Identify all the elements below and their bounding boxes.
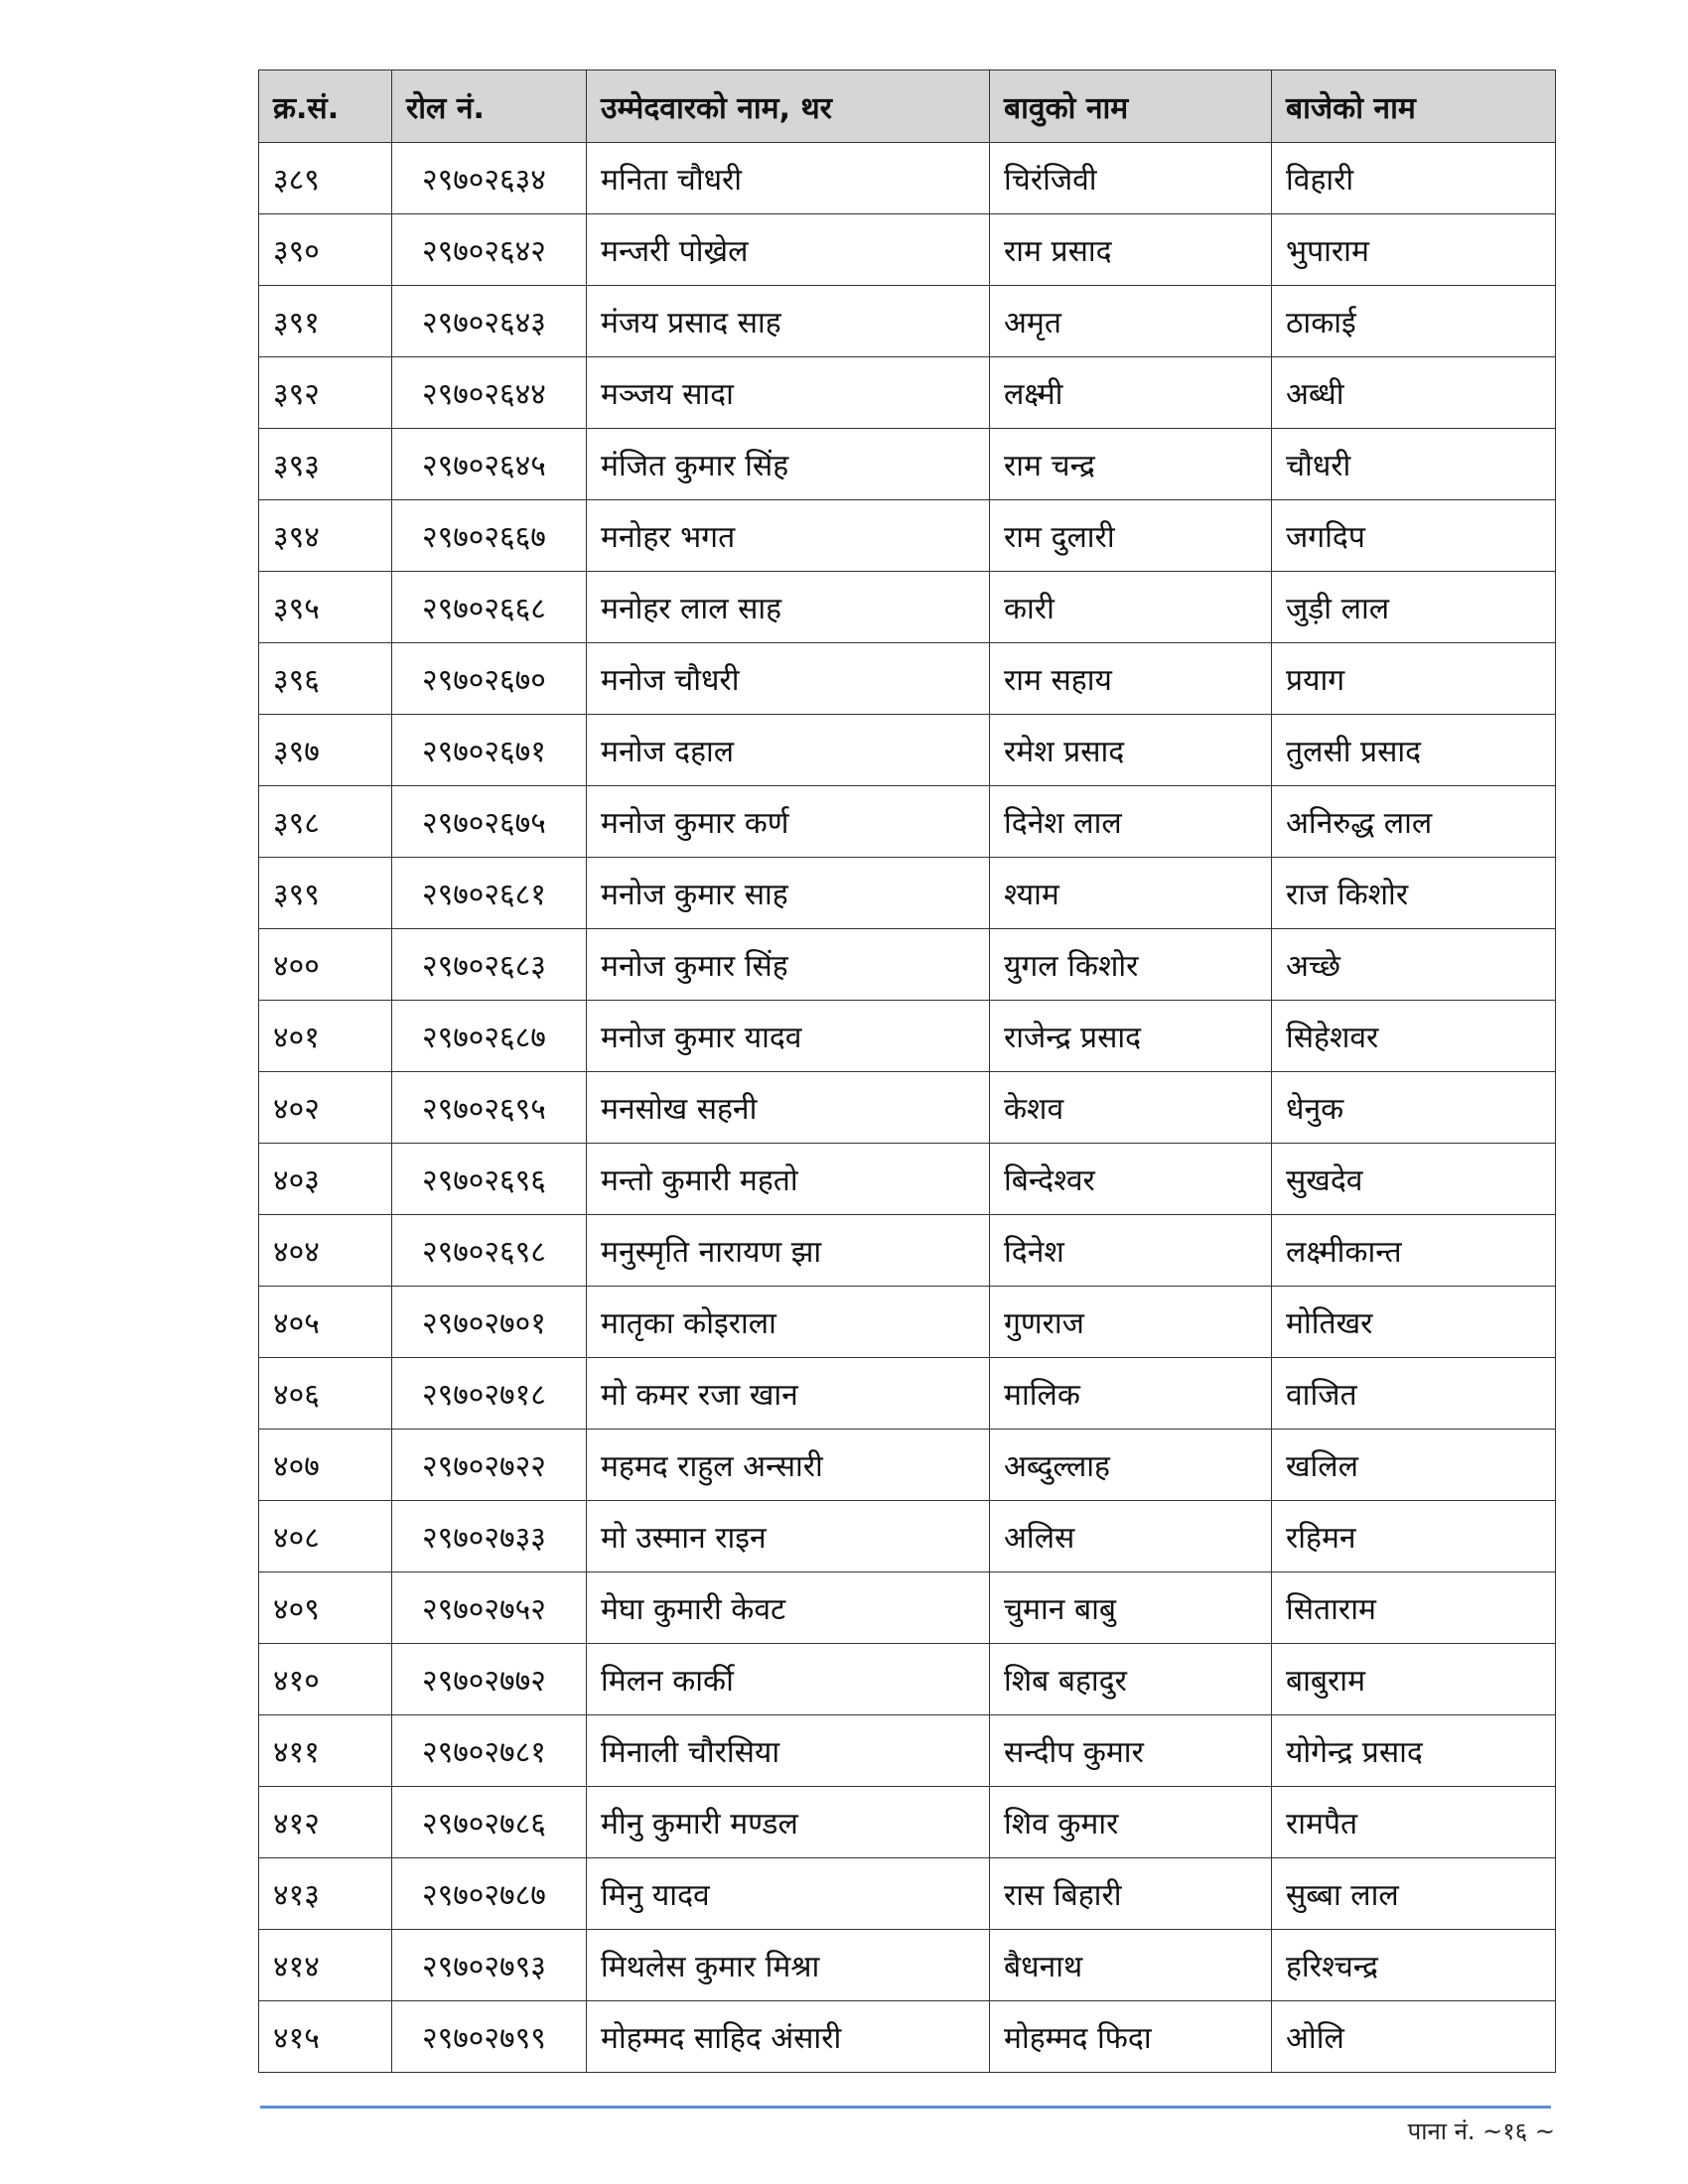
grandfather-name-cell: वाजित bbox=[1272, 1358, 1556, 1430]
table-row bbox=[259, 1858, 1556, 1930]
father-name-cell: शिव कुमार bbox=[990, 1787, 1272, 1858]
candidate-name-cell: मनोज चौधरी bbox=[587, 643, 990, 715]
candidate-name-cell: मीनु कुमारी मण्डल bbox=[587, 1787, 990, 1858]
candidate-name-cell: मनोज कुमार कर्ण bbox=[587, 786, 990, 858]
roll-number-cell: २९७०२७९९ bbox=[392, 2001, 587, 2073]
candidate-name-cell: मिनाली चौरसिया bbox=[587, 1715, 990, 1787]
grandfather-name-cell: मोतिखर bbox=[1272, 1287, 1556, 1358]
serial-number-cell: ४०२ bbox=[259, 1072, 392, 1144]
page-number: पाना नं. ~१६ ~ bbox=[1407, 2117, 1555, 2145]
father-name-cell: सन्दीप कुमार bbox=[990, 1715, 1272, 1787]
grandfather-name-cell: तुलसी प्रसाद bbox=[1272, 715, 1556, 786]
father-name-cell: श्याम bbox=[990, 858, 1272, 929]
serial-number-cell: ४१२ bbox=[259, 1787, 392, 1858]
roll-number-cell: २९७०२६९६ bbox=[392, 1144, 587, 1215]
table-row bbox=[259, 929, 1556, 1001]
serial-number-cell: ४०८ bbox=[259, 1501, 392, 1572]
table-row bbox=[259, 214, 1556, 286]
table-row bbox=[259, 2001, 1556, 2073]
table-row bbox=[259, 572, 1556, 643]
roll-number-cell: २९७०२६४२ bbox=[392, 214, 587, 286]
roll-number-cell: २९७०२७८६ bbox=[392, 1787, 587, 1858]
father-name-cell: रमेश प्रसाद bbox=[990, 715, 1272, 786]
father-name-cell: दिनेश bbox=[990, 1215, 1272, 1287]
table-row bbox=[259, 1215, 1556, 1287]
roll-number-cell: २९७०२६८७ bbox=[392, 1001, 587, 1072]
table-row bbox=[259, 1715, 1556, 1787]
father-name-cell: राम चन्द्र bbox=[990, 429, 1272, 500]
serial-number-cell: ३९६ bbox=[259, 643, 392, 715]
roll-number-cell: २९७०२६७१ bbox=[392, 715, 587, 786]
candidate-name-cell: महमद राहुल अन्सारी bbox=[587, 1430, 990, 1501]
father-name-cell: शिब बहादुर bbox=[990, 1644, 1272, 1715]
header-father-name: बावुको नाम bbox=[990, 70, 1272, 143]
grandfather-name-cell: अनिरुद्ध लाल bbox=[1272, 786, 1556, 858]
candidate-name-cell: मातृका कोइराला bbox=[587, 1287, 990, 1358]
roll-number-cell: २९७०२७०१ bbox=[392, 1287, 587, 1358]
grandfather-name-cell: प्रयाग bbox=[1272, 643, 1556, 715]
serial-number-cell: ४०७ bbox=[259, 1430, 392, 1501]
father-name-cell: राम दुलारी bbox=[990, 500, 1272, 572]
serial-number-cell: ३९७ bbox=[259, 715, 392, 786]
grandfather-name-cell: अच्छे bbox=[1272, 929, 1556, 1001]
grandfather-name-cell: भुपाराम bbox=[1272, 214, 1556, 286]
roll-number-cell: २९७०२६९५ bbox=[392, 1072, 587, 1144]
grandfather-name-cell: सुखदेव bbox=[1272, 1144, 1556, 1215]
father-name-cell: बिन्देश्वर bbox=[990, 1144, 1272, 1215]
serial-number-cell: ३९० bbox=[259, 214, 392, 286]
grandfather-name-cell: खलिल bbox=[1272, 1430, 1556, 1501]
father-name-cell: गुणराज bbox=[990, 1287, 1272, 1358]
table-row bbox=[259, 143, 1556, 214]
grandfather-name-cell: चौधरी bbox=[1272, 429, 1556, 500]
table-body bbox=[259, 143, 1556, 2073]
roll-number-cell: २९७०२६८३ bbox=[392, 929, 587, 1001]
grandfather-name-cell: लक्ष्मीकान्त bbox=[1272, 1215, 1556, 1287]
roll-number-cell: २९७०२७१८ bbox=[392, 1358, 587, 1430]
table-row bbox=[259, 1430, 1556, 1501]
table-row bbox=[259, 786, 1556, 858]
candidate-name-cell: मनसोख सहनी bbox=[587, 1072, 990, 1144]
results-table bbox=[258, 69, 1556, 2073]
grandfather-name-cell: सिहेशवर bbox=[1272, 1001, 1556, 1072]
candidate-name-cell: मिनु यादव bbox=[587, 1858, 990, 1930]
grandfather-name-cell: रामपैत bbox=[1272, 1787, 1556, 1858]
candidate-name-cell: मंजय प्रसाद साह bbox=[587, 286, 990, 357]
candidate-name-cell: मोहम्मद साहिद अंसारी bbox=[587, 2001, 990, 2073]
father-name-cell: राम सहाय bbox=[990, 643, 1272, 715]
table-row bbox=[259, 1287, 1556, 1358]
serial-number-cell: ४११ bbox=[259, 1715, 392, 1787]
candidate-name-cell: मंजित कुमार सिंह bbox=[587, 429, 990, 500]
serial-number-cell: ४०० bbox=[259, 929, 392, 1001]
roll-number-cell: २९७०२७५२ bbox=[392, 1572, 587, 1644]
footer-divider bbox=[260, 2106, 1551, 2109]
father-name-cell: मोहम्मद फिदा bbox=[990, 2001, 1272, 2073]
roll-number-cell: २९७०२६७० bbox=[392, 643, 587, 715]
grandfather-name-cell: बाबुराम bbox=[1272, 1644, 1556, 1715]
table-row bbox=[259, 1572, 1556, 1644]
serial-number-cell: ४०६ bbox=[259, 1358, 392, 1430]
grandfather-name-cell: अब्धी bbox=[1272, 357, 1556, 429]
roll-number-cell: २९७०२७७२ bbox=[392, 1644, 587, 1715]
candidate-name-cell: मनिता चौधरी bbox=[587, 143, 990, 214]
grandfather-name-cell: ओलि bbox=[1272, 2001, 1556, 2073]
grandfather-name-cell: विहारी bbox=[1272, 143, 1556, 214]
table-row bbox=[259, 1501, 1556, 1572]
candidate-name-cell: मनोज कुमार साह bbox=[587, 858, 990, 929]
table-row bbox=[259, 1358, 1556, 1430]
serial-number-cell: ४१० bbox=[259, 1644, 392, 1715]
father-name-cell: अमृत bbox=[990, 286, 1272, 357]
serial-number-cell: ३९३ bbox=[259, 429, 392, 500]
candidate-name-cell: मिलन कार्की bbox=[587, 1644, 990, 1715]
serial-number-cell: ३९४ bbox=[259, 500, 392, 572]
grandfather-name-cell: रहिमन bbox=[1272, 1501, 1556, 1572]
header-grandfather-name: बाजेको नाम bbox=[1272, 70, 1556, 143]
serial-number-cell: ४०४ bbox=[259, 1215, 392, 1287]
serial-number-cell: ३९१ bbox=[259, 286, 392, 357]
grandfather-name-cell: सुब्बा लाल bbox=[1272, 1858, 1556, 1930]
header-candidate-name: उम्मेदवारको नाम, थर bbox=[587, 70, 990, 143]
serial-number-cell: ३८९ bbox=[259, 143, 392, 214]
candidate-name-cell: मनुस्मृति नारायण झा bbox=[587, 1215, 990, 1287]
grandfather-name-cell: सिताराम bbox=[1272, 1572, 1556, 1644]
father-name-cell: केशव bbox=[990, 1072, 1272, 1144]
father-name-cell: चुमान बाबु bbox=[990, 1572, 1272, 1644]
father-name-cell: रास बिहारी bbox=[990, 1858, 1272, 1930]
roll-number-cell: २९७०२७२२ bbox=[392, 1430, 587, 1501]
candidate-name-cell: मनोहर लाल साह bbox=[587, 572, 990, 643]
father-name-cell: कारी bbox=[990, 572, 1272, 643]
grandfather-name-cell: ठाकाई bbox=[1272, 286, 1556, 357]
roll-number-cell: २९७०२७८१ bbox=[392, 1715, 587, 1787]
roll-number-cell: २९७०२६६८ bbox=[392, 572, 587, 643]
serial-number-cell: ३९९ bbox=[259, 858, 392, 929]
roll-number-cell: २९७०२६४४ bbox=[392, 357, 587, 429]
candidate-name-cell: मेघा कुमारी केवट bbox=[587, 1572, 990, 1644]
candidate-name-cell: मन्तो कुमारी महतो bbox=[587, 1144, 990, 1215]
candidate-name-cell: मनोज कुमार यादव bbox=[587, 1001, 990, 1072]
serial-number-cell: ३९२ bbox=[259, 357, 392, 429]
father-name-cell: अलिस bbox=[990, 1501, 1272, 1572]
candidate-name-cell: मो कमर रजा खान bbox=[587, 1358, 990, 1430]
serial-number-cell: ४१३ bbox=[259, 1858, 392, 1930]
table-row bbox=[259, 357, 1556, 429]
grandfather-name-cell: धेनुक bbox=[1272, 1072, 1556, 1144]
candidate-name-cell: मो उस्मान राइन bbox=[587, 1501, 990, 1572]
serial-number-cell: ४१५ bbox=[259, 2001, 392, 2073]
roll-number-cell: २९७०२६३४ bbox=[392, 143, 587, 214]
header-serial-number: क्र.सं. bbox=[259, 70, 392, 143]
grandfather-name-cell: राज किशोर bbox=[1272, 858, 1556, 929]
father-name-cell: राम प्रसाद bbox=[990, 214, 1272, 286]
table-row bbox=[259, 858, 1556, 929]
serial-number-cell: ४०९ bbox=[259, 1572, 392, 1644]
serial-number-cell: ४१४ bbox=[259, 1930, 392, 2001]
roll-number-cell: २९७०२६७५ bbox=[392, 786, 587, 858]
table-row bbox=[259, 500, 1556, 572]
table-header-row bbox=[259, 70, 1556, 143]
table-row bbox=[259, 1930, 1556, 2001]
roll-number-cell: २९७०२६८१ bbox=[392, 858, 587, 929]
father-name-cell: दिनेश लाल bbox=[990, 786, 1272, 858]
roll-number-cell: २९७०२७९३ bbox=[392, 1930, 587, 2001]
roll-number-cell: २९७०२७८७ bbox=[392, 1858, 587, 1930]
father-name-cell: युगल किशोर bbox=[990, 929, 1272, 1001]
table-row bbox=[259, 429, 1556, 500]
table-row bbox=[259, 1144, 1556, 1215]
table-row bbox=[259, 1001, 1556, 1072]
roll-number-cell: २९७०२६४५ bbox=[392, 429, 587, 500]
father-name-cell: बैधनाथ bbox=[990, 1930, 1272, 2001]
roll-number-cell: २९७०२६६७ bbox=[392, 500, 587, 572]
table-row bbox=[259, 1072, 1556, 1144]
serial-number-cell: ३९८ bbox=[259, 786, 392, 858]
candidate-name-cell: मन्जरी पोख्रेल bbox=[587, 214, 990, 286]
candidate-name-cell: मनोज दहाल bbox=[587, 715, 990, 786]
father-name-cell: अब्दुल्लाह bbox=[990, 1430, 1272, 1501]
father-name-cell: मालिक bbox=[990, 1358, 1272, 1430]
candidate-name-cell: मञ्जय सादा bbox=[587, 357, 990, 429]
table-row bbox=[259, 286, 1556, 357]
serial-number-cell: ४०३ bbox=[259, 1144, 392, 1215]
candidate-name-cell: मिथलेस कुमार मिश्रा bbox=[587, 1930, 990, 2001]
table-row bbox=[259, 1644, 1556, 1715]
father-name-cell: लक्ष्मी bbox=[990, 357, 1272, 429]
table-row bbox=[259, 1787, 1556, 1858]
roll-number-cell: २९७०२६४३ bbox=[392, 286, 587, 357]
grandfather-name-cell: जुड़ी लाल bbox=[1272, 572, 1556, 643]
grandfather-name-cell: जगदिप bbox=[1272, 500, 1556, 572]
candidate-name-cell: मनोहर भगत bbox=[587, 500, 990, 572]
header-roll-number: रोल नं. bbox=[392, 70, 587, 143]
grandfather-name-cell: हरिश्चन्द्र bbox=[1272, 1930, 1556, 2001]
serial-number-cell: ४०१ bbox=[259, 1001, 392, 1072]
table-row bbox=[259, 643, 1556, 715]
serial-number-cell: ३९५ bbox=[259, 572, 392, 643]
father-name-cell: चिरंजिवी bbox=[990, 143, 1272, 214]
roll-number-cell: २९७०२६९८ bbox=[392, 1215, 587, 1287]
serial-number-cell: ४०५ bbox=[259, 1287, 392, 1358]
table-row bbox=[259, 715, 1556, 786]
roll-number-cell: २९७०२७३३ bbox=[392, 1501, 587, 1572]
father-name-cell: राजेन्द्र प्रसाद bbox=[990, 1001, 1272, 1072]
grandfather-name-cell: योगेन्द्र प्रसाद bbox=[1272, 1715, 1556, 1787]
candidate-name-cell: मनोज कुमार सिंह bbox=[587, 929, 990, 1001]
